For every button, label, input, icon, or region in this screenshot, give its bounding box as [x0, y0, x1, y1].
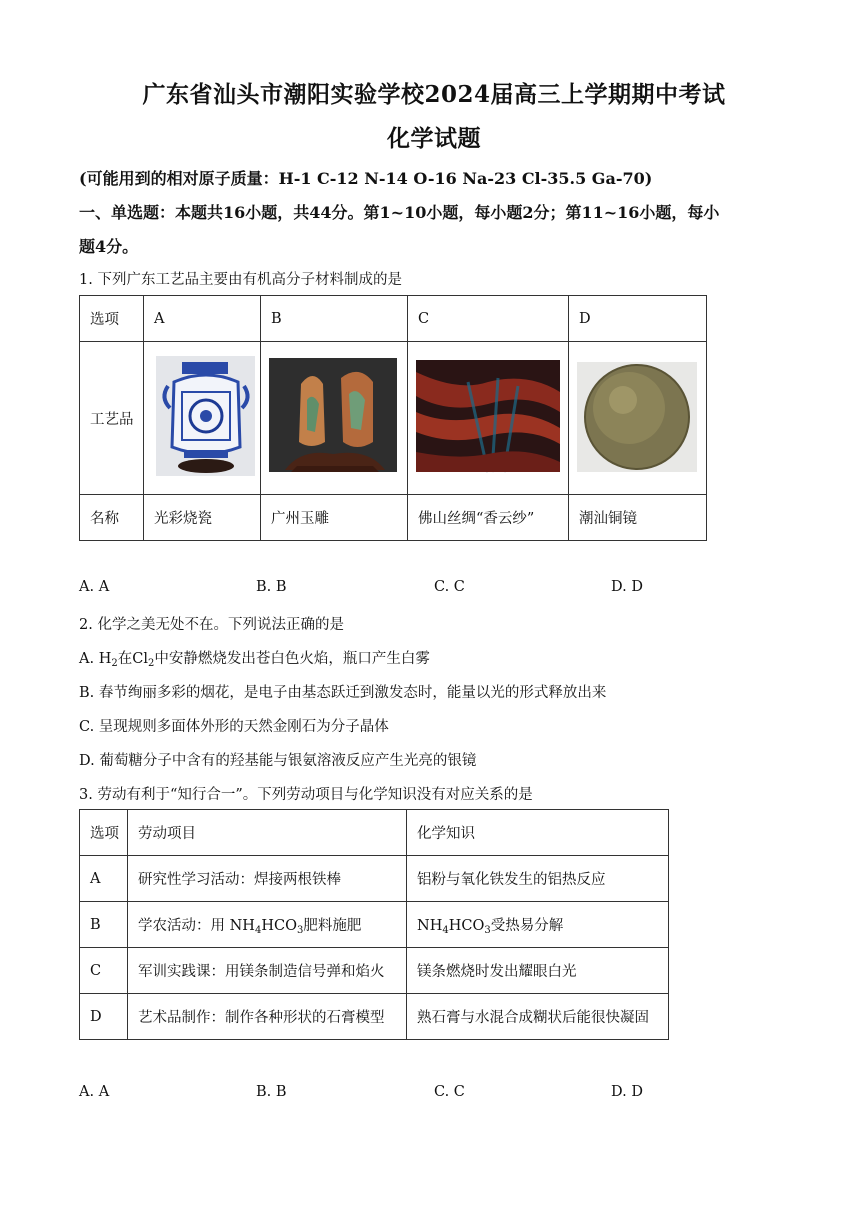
table-row — [80, 948, 669, 994]
text: NH — [417, 917, 443, 934]
q2-option-a-text-3: 中安静燃烧发出苍白色火焰，瓶口产生白雾 — [154, 651, 430, 667]
name-c: 佛山丝绸“香云纱” — [408, 495, 569, 541]
q1-choice-b[interactable]: B. B — [256, 579, 287, 595]
row-labor — [128, 902, 407, 948]
row-option: D — [80, 994, 128, 1040]
table-header-c: C — [408, 296, 569, 342]
table-row — [80, 856, 669, 902]
question-1-table — [79, 295, 707, 541]
text: 肥料施肥 — [303, 917, 362, 934]
page-subtitle: 化学试题 — [387, 125, 481, 152]
row-option: A — [80, 856, 128, 902]
porcelain-vase-icon — [144, 342, 260, 490]
q3-choice-a[interactable]: A. A — [79, 1084, 110, 1100]
question-3-stem: 3. 劳动有利于“知行合一”。下列劳动项目与化学知识没有对应关系的是 — [79, 787, 533, 803]
row-label-name: 名称 — [80, 495, 144, 541]
row-option: B — [80, 902, 128, 948]
table-header-chem: 化学知识 — [407, 810, 669, 856]
q1-choice-a[interactable]: A. A — [79, 579, 110, 595]
text: 受热易分解 — [490, 917, 564, 934]
subscript: 4 — [442, 924, 449, 936]
question-2-stem: 2. 化学之美无处不在。下列说法正确的是 — [79, 617, 344, 633]
subscript: 2 — [147, 658, 155, 669]
table-header-option: 选项 — [80, 810, 128, 856]
question-1-stem: 1. 下列广东工艺品主要由有机高分子材料制成的是 — [79, 272, 402, 288]
q1-choice-d[interactable]: D. D — [611, 579, 643, 595]
silk-fabric-icon — [408, 342, 568, 490]
q3-choice-b[interactable]: B. B — [256, 1084, 287, 1100]
table-header-b: B — [261, 296, 408, 342]
table-row — [80, 994, 669, 1040]
subscript: 3 — [484, 924, 491, 936]
row-labor: 研究性学习活动：焊接两根铁棒 — [128, 856, 407, 902]
name-b: 广州玉雕 — [261, 495, 408, 541]
q2-option-b[interactable]: B. 春节绚丽多彩的烟花，是电子由基态跃迁到激发态时，能量以光的形式释放出来 — [79, 685, 607, 701]
text: HCO — [448, 917, 485, 934]
q2-option-a-text-1: A. H — [79, 651, 112, 667]
q3-choice-c[interactable]: C. C — [434, 1084, 465, 1100]
subscript: 3 — [296, 924, 304, 936]
row-chem: 镁条燃烧时发出耀眼白光 — [407, 948, 669, 994]
atomic-masses-note: (可能用到的相对原子质量：H-1 C-12 N-14 O-16 Na-23 Cl-35.5 Ga-70) — [79, 169, 653, 188]
q2-option-d[interactable]: D. 葡萄糖分子中含有的羟基能与银氨溶液反应产生光亮的银镜 — [79, 753, 477, 769]
row-chem: 铝粉与氧化铁发生的铝热反应 — [407, 856, 669, 902]
question-3-table — [79, 809, 669, 1040]
subscript: 2 — [111, 658, 118, 669]
table-row — [80, 902, 669, 948]
row-chem: 熟石膏与水混合成糊状后能很快凝固 — [407, 994, 669, 1040]
text: HCO — [261, 917, 297, 934]
q3-choice-d[interactable]: D. D — [611, 1084, 643, 1100]
table-header-a: A — [144, 296, 261, 342]
jade-carving-icon — [261, 342, 407, 490]
row-chem — [407, 902, 669, 948]
q2-option-a[interactable] — [79, 647, 430, 669]
page-title: 广东省汕头市潮阳实验学校2024届高三上学期期中考试 — [142, 81, 726, 108]
row-option: C — [80, 948, 128, 994]
q2-option-a-text-2: 在Cl — [117, 651, 148, 667]
image-cell-c — [408, 342, 569, 495]
row-labor: 军训实践课：用镁条制造信号弹和焰火 — [128, 948, 407, 994]
q2-option-c[interactable]: C. 呈现规则多面体外形的天然金刚石为分子晶体 — [79, 719, 389, 735]
bronze-mirror-icon — [569, 342, 706, 490]
text: 学农活动：用 NH — [138, 917, 255, 934]
q1-choice-c[interactable]: C. C — [434, 579, 465, 595]
row-labor: 艺术品制作：制作各种形状的石膏模型 — [128, 994, 407, 1040]
image-cell-a — [144, 342, 261, 495]
table-header-labor: 劳动项目 — [128, 810, 407, 856]
image-cell-b — [261, 342, 408, 495]
section-heading-line1: 一、单选题：本题共16小题，共44分。第1~10小题，每小题2分；第11~16小题，每小 — [79, 203, 720, 222]
table-header-d: D — [569, 296, 707, 342]
name-a: 光彩烧瓷 — [144, 495, 261, 541]
row-label-craft: 工艺品 — [80, 342, 144, 495]
image-cell-d — [569, 342, 707, 495]
table-header-option: 选项 — [80, 296, 144, 342]
name-d: 潮汕铜镜 — [569, 495, 707, 541]
section-heading-line2: 题4分。 — [79, 237, 139, 256]
subscript: 4 — [254, 924, 262, 936]
